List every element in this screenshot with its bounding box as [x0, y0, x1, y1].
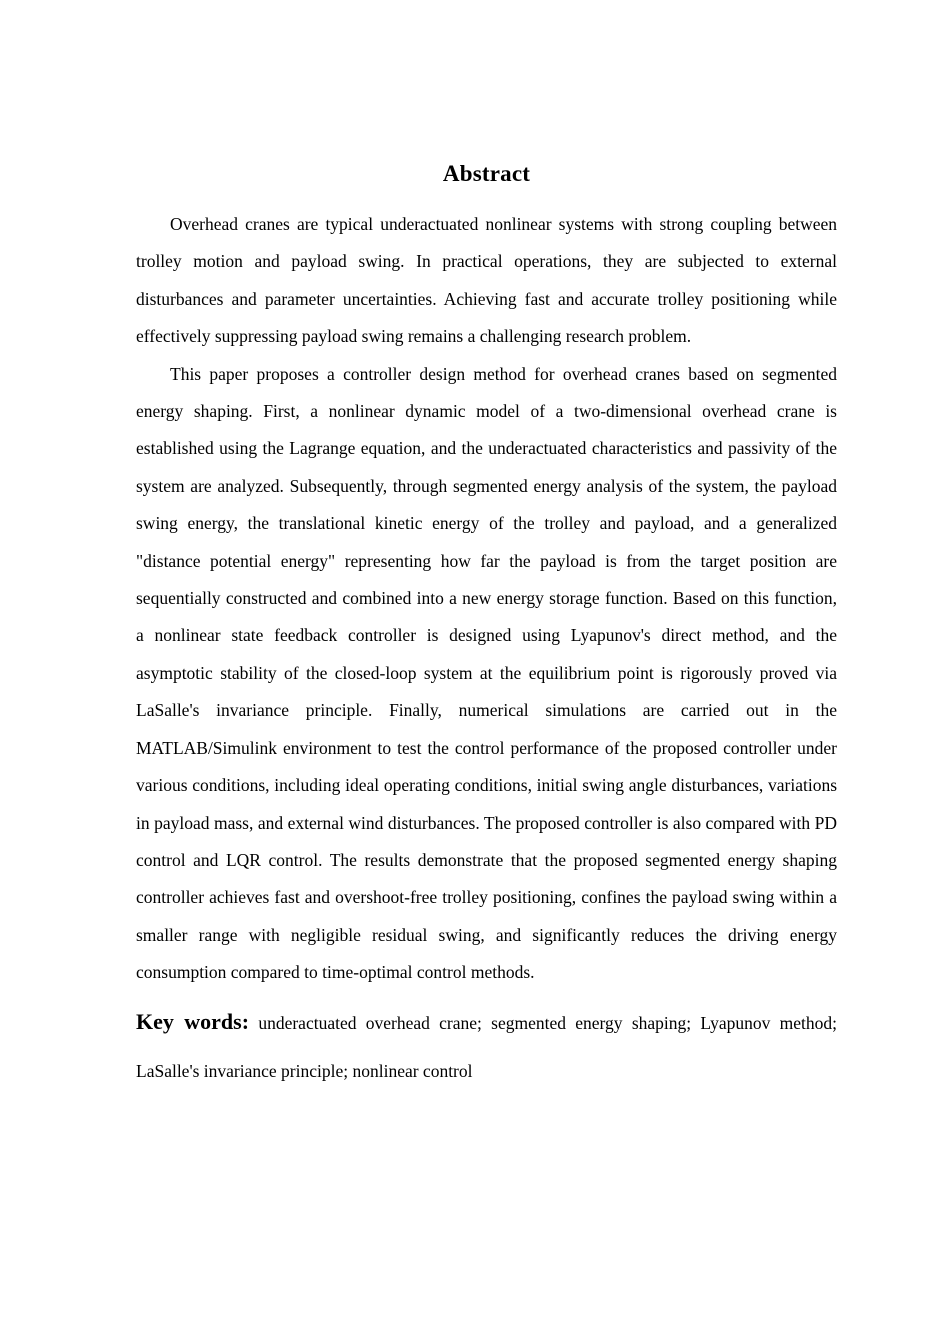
- keywords-label: Key words:: [136, 1008, 250, 1034]
- abstract-paragraph-1: Overhead cranes are typical underactuated nonlinear systems with strong coupling between trolley motion and payload swing. In practical operations, they are subjected to external disturbances and parameter uncertainties. Achieving fast and accurate trolley positioning while effectively suppressing payload swing remains a challenging research problem.: [136, 214, 837, 347]
- keywords-text: underactuated overhead crane; segmented energy shaping; Lyapunov method; LaSalle's invariance principle; nonlinear control: [136, 1012, 838, 1081]
- keywords-line: [136, 998, 837, 1095]
- abstract-page: [136, 158, 837, 1095]
- abstract-paragraph-2: This paper proposes a controller design method for overhead cranes based on segmented energy shaping. First, a nonlinear dynamic model of a two-dimensional overhead crane is established using the Lagrange equation, and the underactuated characteristics and passivity of the system are analyzed. Subsequently, through segmented energy analysis of the system, the payload swing energy, the translational kinetic energy of the trolley and payload, and a generalized "distance potential energy" representing how far the payload is from the target position are sequentially constructed and combined into a new energy storage function. Based on this function, a nonlinear state feedback controller is designed using Lyapunov's direct method, and the asymptotic stability of the closed-loop system at the equilibrium point is rigorously proved via LaSalle's invariance principle. Finally, numerical simulations are carried out in the MATLAB/Simulink environment to test the control performance of the proposed controller under various conditions, including ideal operating conditions, initial swing angle disturbances, variations in payload mass, and external wind disturbances. The proposed controller is also compared with PD control and LQR control. The results demonstrate that the proposed segmented energy shaping controller achieves fast and overshoot-free trolley positioning, confines the payload swing within a smaller range with negligible residual swing, and significantly reduces the driving energy consumption compared to time-optimal control methods.: [136, 363, 837, 983]
- abstract-title: Abstract: [442, 161, 531, 186]
